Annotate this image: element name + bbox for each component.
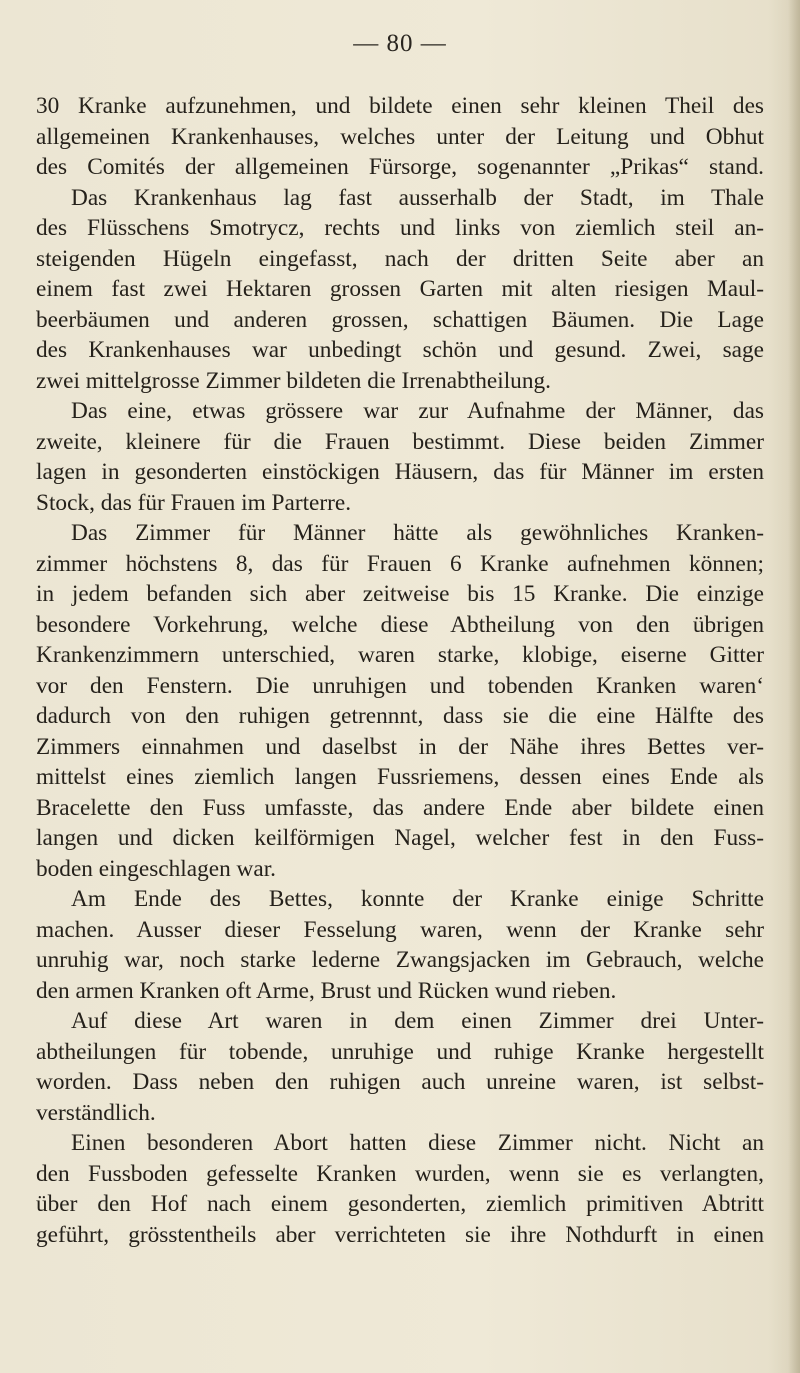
- text-line: besondere Vorkehrung, welche diese Abtheilung von den übrigen: [36, 611, 764, 638]
- text-line: abtheilungen für tobende, unruhige und ruhige Kranke hergestellt: [36, 1038, 764, 1065]
- body-text: [36, 91, 764, 1250]
- text-line: des Comités der allgemeinen Fürsorge, sogenannter „Prikas“ stand.: [36, 154, 764, 180]
- text-line: Das Krankenhaus lag fast ausserhalb der Stadt, im Thale: [71, 184, 764, 211]
- text-line: verständlich.: [36, 1099, 156, 1126]
- text-line: steigenden Hügeln eingefasst, nach der dritten Seite aber an: [36, 245, 764, 272]
- text-line: unruhig war, noch starke lederne Zwangsjacken im Gebrauch, welche: [36, 947, 764, 973]
- text-line: 30 Kranke aufzunehmen, und bildete einen sehr kleinen Theil des: [36, 93, 764, 119]
- text-line: machen. Ausser dieser Fesselung waren, wenn der Kranke sehr: [36, 916, 764, 943]
- text-line: über den Hof nach einem gesonderten, ziemlich primitiven Abtritt: [36, 1191, 764, 1217]
- text-line: Einen besonderen Abort hatten diese Zimmer nicht. Nicht an: [71, 1130, 764, 1156]
- page-edge-shadow: [788, 0, 800, 1373]
- text-line: zwei mittelgrosse Zimmer bildeten die Irrenabtheilung.: [36, 367, 551, 394]
- text-line: des Krankenhauses war unbedingt schön und gesund. Zwei, sage: [36, 337, 764, 363]
- text-line: einem fast zwei Hektaren grossen Garten mit alten riesigen Maul-: [36, 276, 764, 302]
- text-line: allgemeinen Krankenhauses, welches unter der Leitung und Obhut: [36, 123, 764, 150]
- text-line: Zimmers einnahmen und daselbst in der Nähe ihres Bettes ver-: [36, 733, 764, 760]
- text-line: zweite, kleinere für die Frauen bestimmt. Diese beiden Zimmer: [36, 428, 764, 455]
- text-line: geführt, grösstentheils aber verrichteten sie ihre Nothdurft in einen: [36, 1221, 764, 1248]
- text-line: dadurch von den ruhigen getrennnt, dass sie die eine Hälfte des: [36, 703, 764, 729]
- text-line: Bracelette den Fuss umfasste, das andere Ende aber bildete einen: [36, 794, 764, 821]
- text-line: boden eingeschlagen war.: [36, 855, 276, 882]
- text-line: den Fussboden gefesselte Kranken wurden, wenn sie es verlangten,: [36, 1160, 764, 1187]
- text-line: Krankenzimmern unterschied, waren starke, klobige, eiserne Gitter: [36, 642, 764, 668]
- text-line: beerbäumen und anderen grossen, schattigen Bäumen. Die Lage: [36, 306, 764, 333]
- text-line: Am Ende des Bettes, konnte der Kranke einige Schritte: [71, 886, 764, 912]
- text-line: mittelst eines ziemlich langen Fussriemens, dessen eines Ende als: [36, 764, 764, 790]
- text-line: langen und dicken keilförmigen Nagel, welcher fest in den Fuss-: [36, 825, 764, 851]
- text-line: worden. Dass neben den ruhigen auch unreine waren, ist selbst-: [36, 1069, 764, 1095]
- page-number: — 80 —: [353, 30, 447, 57]
- text-line: Das Zimmer für Männer hätte als gewöhnliches Kranken-: [71, 520, 764, 546]
- text-line: Auf diese Art waren in dem einen Zimmer drei Unter-: [71, 1008, 764, 1034]
- text-line: Das eine, etwas grössere war zur Aufnahme der Männer, das: [71, 398, 764, 424]
- text-line: des Flüsschens Smotrycz, rechts und links von ziemlich steil an-: [36, 215, 764, 241]
- text-line: in jedem befanden sich aber zeitweise bis 15 Kranke. Die einzige: [36, 581, 764, 607]
- text-line: zimmer höchstens 8, das für Frauen 6 Kranke aufnehmen können;: [36, 550, 764, 577]
- text-line: Stock, das für Frauen im Parterre.: [36, 489, 352, 516]
- text-line: vor den Fenstern. Die unruhigen und tobenden Kranken waren‘: [36, 672, 764, 699]
- text-line: den armen Kranken oft Arme, Brust und Rücken wund rieben.: [36, 977, 617, 1004]
- text-line: lagen in gesonderten einstöckigen Häusern, das für Männer im ersten: [36, 459, 764, 485]
